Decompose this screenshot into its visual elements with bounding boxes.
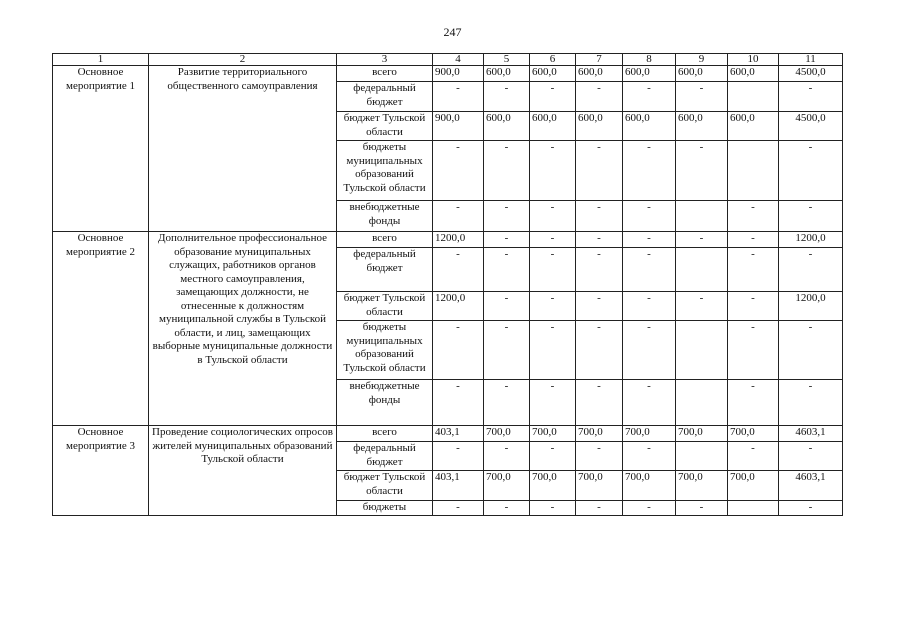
value-cell: - [484,248,530,292]
value-cell: - [484,292,530,321]
value-cell: - [484,141,530,201]
value-cell: 600,0 [484,112,530,141]
value-cell [676,248,728,292]
col-header: 8 [623,54,676,66]
value-cell: - [623,232,676,248]
value-cell: - [728,201,779,232]
funding-source: бюджет Тульской области [337,292,433,321]
col-header: 10 [728,54,779,66]
measure-name: Основное мероприятие 1 [53,66,149,232]
measure-description: Дополнительное профессиональное образование муниципальных служащих, работников органов местного самоуправления, замещающих должности, не отнесенные к должностям муниципальной службы в Тульской области, и лиц, замещающих выборные муниципальные должности в Тульской области [149,232,337,426]
value-cell: - [576,82,623,112]
value-cell: 900,0 [433,112,484,141]
value-cell: - [530,82,576,112]
value-cell: - [623,292,676,321]
col-header: 3 [337,54,433,66]
value-cell: - [779,442,843,471]
value-cell: - [676,292,728,321]
value-cell: - [433,141,484,201]
value-cell [676,321,728,380]
value-cell: - [676,82,728,112]
value-cell: - [576,248,623,292]
value-cell: - [576,232,623,248]
funding-source: всего [337,232,433,248]
value-cell: - [484,201,530,232]
value-cell: - [779,321,843,380]
value-cell: - [728,442,779,471]
value-cell: 700,0 [576,426,623,442]
table-row [53,426,843,442]
measure-description: Развитие территориального общественного самоуправления [149,66,337,232]
value-cell: - [484,380,530,426]
value-cell: - [728,248,779,292]
measure-name: Основное мероприятие 2 [53,232,149,426]
value-cell: 700,0 [530,426,576,442]
value-cell: - [530,380,576,426]
value-cell: 600,0 [576,112,623,141]
value-cell: - [623,321,676,380]
value-cell: 700,0 [728,471,779,501]
value-cell: - [623,141,676,201]
value-cell: - [576,501,623,516]
value-cell: - [433,201,484,232]
funding-source: федеральный бюджет [337,442,433,471]
value-cell: - [779,248,843,292]
value-cell: - [530,232,576,248]
value-cell [676,380,728,426]
value-cell: 600,0 [676,112,728,141]
value-cell: - [433,501,484,516]
header-row [53,54,843,66]
funding-source: бюджет Тульской области [337,471,433,501]
value-cell: - [623,82,676,112]
value-cell: 600,0 [530,66,576,82]
value-cell: - [433,321,484,380]
value-cell: - [433,442,484,471]
measure-name: Основное мероприятие 3 [53,426,149,516]
value-cell: 700,0 [484,471,530,501]
value-cell: 700,0 [676,426,728,442]
col-header: 6 [530,54,576,66]
value-cell: - [576,141,623,201]
measure-description: Проведение социологических опросов жителей муниципальных образований Тульской области [149,426,337,516]
value-cell: 4500,0 [779,112,843,141]
value-cell: 700,0 [530,471,576,501]
value-cell: - [576,321,623,380]
funding-source: федеральный бюджет [337,248,433,292]
funding-source: бюджеты муниципальных образований Тульской области [337,141,433,201]
funding-source: бюджеты муниципальных образований Тульской области [337,321,433,380]
value-cell [676,201,728,232]
col-header: 5 [484,54,530,66]
value-cell: - [530,501,576,516]
funding-source: всего [337,426,433,442]
table-row [53,232,843,248]
value-cell: - [576,292,623,321]
value-cell: 700,0 [623,426,676,442]
value-cell: 4603,1 [779,471,843,501]
value-cell: 700,0 [623,471,676,501]
value-cell: 4603,1 [779,426,843,442]
value-cell: 1200,0 [433,232,484,248]
funding-source: всего [337,66,433,82]
value-cell: - [623,501,676,516]
funding-source: бюджеты [337,501,433,516]
value-cell: - [484,501,530,516]
value-cell: - [779,82,843,112]
value-cell [728,501,779,516]
col-header: 2 [149,54,337,66]
value-cell: 1200,0 [779,232,843,248]
value-cell: - [576,442,623,471]
value-cell: - [623,201,676,232]
value-cell: - [728,292,779,321]
value-cell [676,442,728,471]
funding-source: бюджет Тульской области [337,112,433,141]
value-cell: - [484,442,530,471]
col-header: 4 [433,54,484,66]
value-cell: 600,0 [484,66,530,82]
value-cell: 4500,0 [779,66,843,82]
value-cell: - [484,82,530,112]
value-cell: - [676,501,728,516]
funding-source: федеральный бюджет [337,82,433,112]
value-cell: - [779,201,843,232]
page-number: 247 [443,25,462,39]
value-cell: 600,0 [728,112,779,141]
value-cell: - [576,201,623,232]
funding-source: внебюджетные фонды [337,201,433,232]
value-cell: - [433,248,484,292]
value-cell: - [433,380,484,426]
value-cell [728,141,779,201]
value-cell: 700,0 [484,426,530,442]
col-header: 7 [576,54,623,66]
table-row [53,66,843,82]
value-cell: 700,0 [576,471,623,501]
value-cell: - [530,201,576,232]
value-cell: - [728,380,779,426]
value-cell: - [779,141,843,201]
value-cell: - [676,232,728,248]
value-cell: - [676,141,728,201]
value-cell: - [779,380,843,426]
value-cell: - [530,141,576,201]
value-cell: - [576,380,623,426]
value-cell: - [530,321,576,380]
value-cell: 403,1 [433,426,484,442]
value-cell: 1200,0 [433,292,484,321]
value-cell: - [779,501,843,516]
value-cell: 600,0 [676,66,728,82]
col-header: 1 [53,54,149,66]
value-cell: - [623,248,676,292]
funding-source: внебюджетные фонды [337,380,433,426]
value-cell: 700,0 [728,426,779,442]
value-cell: 900,0 [433,66,484,82]
value-cell: - [484,321,530,380]
value-cell: - [530,292,576,321]
col-header: 9 [676,54,728,66]
value-cell: - [530,248,576,292]
value-cell: - [530,442,576,471]
value-cell: 600,0 [530,112,576,141]
value-cell: 403,1 [433,471,484,501]
value-cell: - [728,321,779,380]
budget-table [52,53,843,516]
value-cell: 600,0 [623,112,676,141]
value-cell: - [623,442,676,471]
value-cell: - [623,380,676,426]
value-cell: - [484,232,530,248]
value-cell: 1200,0 [779,292,843,321]
value-cell: 600,0 [623,66,676,82]
value-cell: 600,0 [576,66,623,82]
value-cell [728,82,779,112]
value-cell: 600,0 [728,66,779,82]
value-cell: 700,0 [676,471,728,501]
col-header: 11 [779,54,843,66]
value-cell: - [433,82,484,112]
value-cell: - [728,232,779,248]
